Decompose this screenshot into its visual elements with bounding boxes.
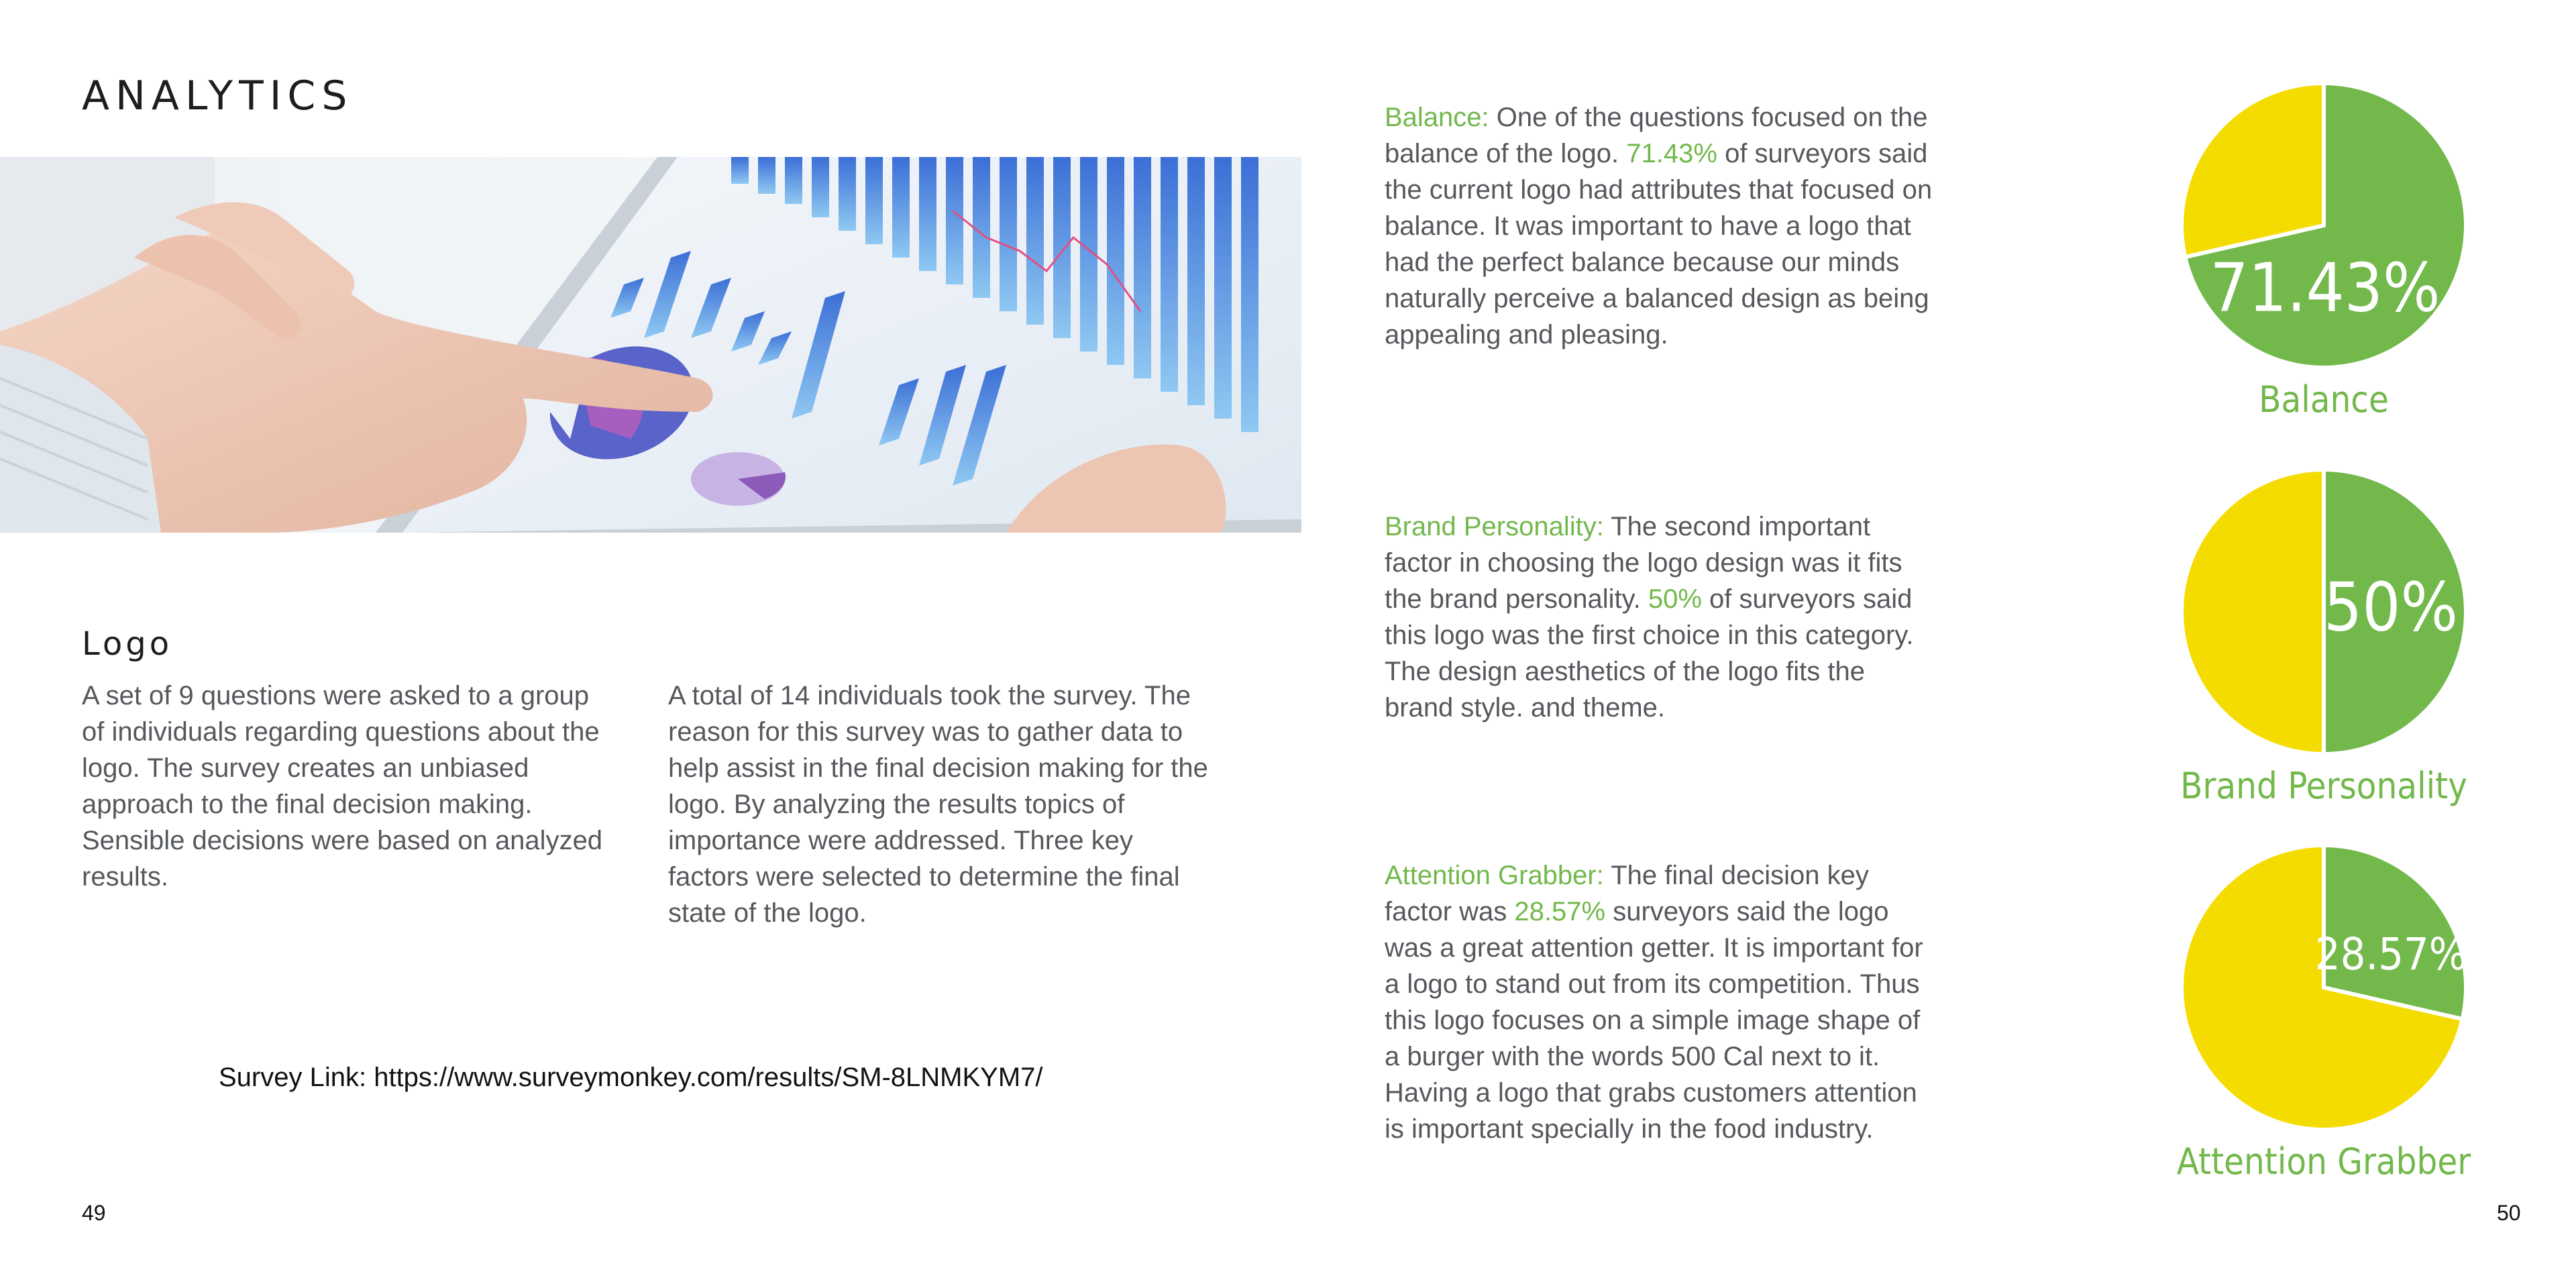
logo-survey-description-col2: A total of 14 individuals took the survey. The reason for this survey was to gather data to help assist in the final decision making for the logo. By analyzing the results topics of importance were addressed. Three key factors were selected to determine the final state of the logo. [668,681,1208,928]
section-label-attention-grabber: Attention Grabber: [1385,861,1604,890]
hero-image-tablet-analytics [0,157,1301,533]
pie-value-label: 28.57% [2314,928,2467,981]
section-highlight-percent: 50% [1648,584,1702,614]
section-heading-logo: Logo [82,625,173,663]
pie-title-balance: Balance [2259,378,2389,421]
section-text-post: of surveyors said this logo was the first choice in this category. The design aesthetics of the logo fits the brand style. and theme. [1385,584,1914,722]
pie-value-label: 50% [2324,568,2458,647]
survey-link[interactable]: Survey Link: https://www.surveymonkey.com/results/SM-8LNMKYM7/ [219,1063,1043,1092]
section-brand-personality [1385,508,1935,726]
section-highlight-percent: 71.43% [1626,139,1717,168]
page-number-left: 49 [82,1201,106,1225]
logo-survey-description-col1: A set of 9 questions were asked to a group of individuals regarding questions about the logo. The survey creates an unbiased approach to the final decision making. Sensible decisions were based on analyzed results. [82,681,603,892]
pie-chart-attention-grabber [2176,840,2471,1183]
section-attention-grabber [1385,857,1935,1147]
section-text-post: surveyors said the logo was a great attention getter. It is important for a logo to stand out from its competition. Thus this logo focuses on a simple image shape of a burger with the words 500 Cal next to it. Having a logo that grabs customers attention is important specially in the food industry. [1385,897,1923,1144]
page-title: ANALYTICS [82,72,354,119]
section-balance [1385,99,1935,353]
pie-title-brand-personality: Brand Personality [2180,765,2467,807]
pie-title-attention-grabber: Attention Grabber [2176,1140,2471,1183]
section-label-balance: Balance: [1385,103,1489,132]
pie-slice-yellow [2182,83,2324,257]
section-text-pre: The second important factor in choosing the logo design was it fits the brand personality. [1385,512,1902,614]
pie-slice-yellow [2182,470,2324,754]
page-number-right: 50 [2497,1201,2521,1225]
pie-value-label: 71.43% [2210,248,2440,327]
section-label-brand-personality: Brand Personality: [1385,512,1604,541]
section-text-pre: One of the questions focused on the balance of the logo. [1385,103,1928,168]
pie-chart-brand-personality [2176,464,2471,807]
pie-chart-balance [2176,78,2471,421]
section-highlight-percent: 28.57% [1514,897,1606,926]
section-text-pre: The final decision key factor was [1385,861,1869,926]
section-text-post: of surveyors said the current logo had attributes that focused on balance. It was important to have a logo that had the perfect balance because our minds naturally perceive a balanced design as being appealing and pleasing. [1385,139,1933,350]
